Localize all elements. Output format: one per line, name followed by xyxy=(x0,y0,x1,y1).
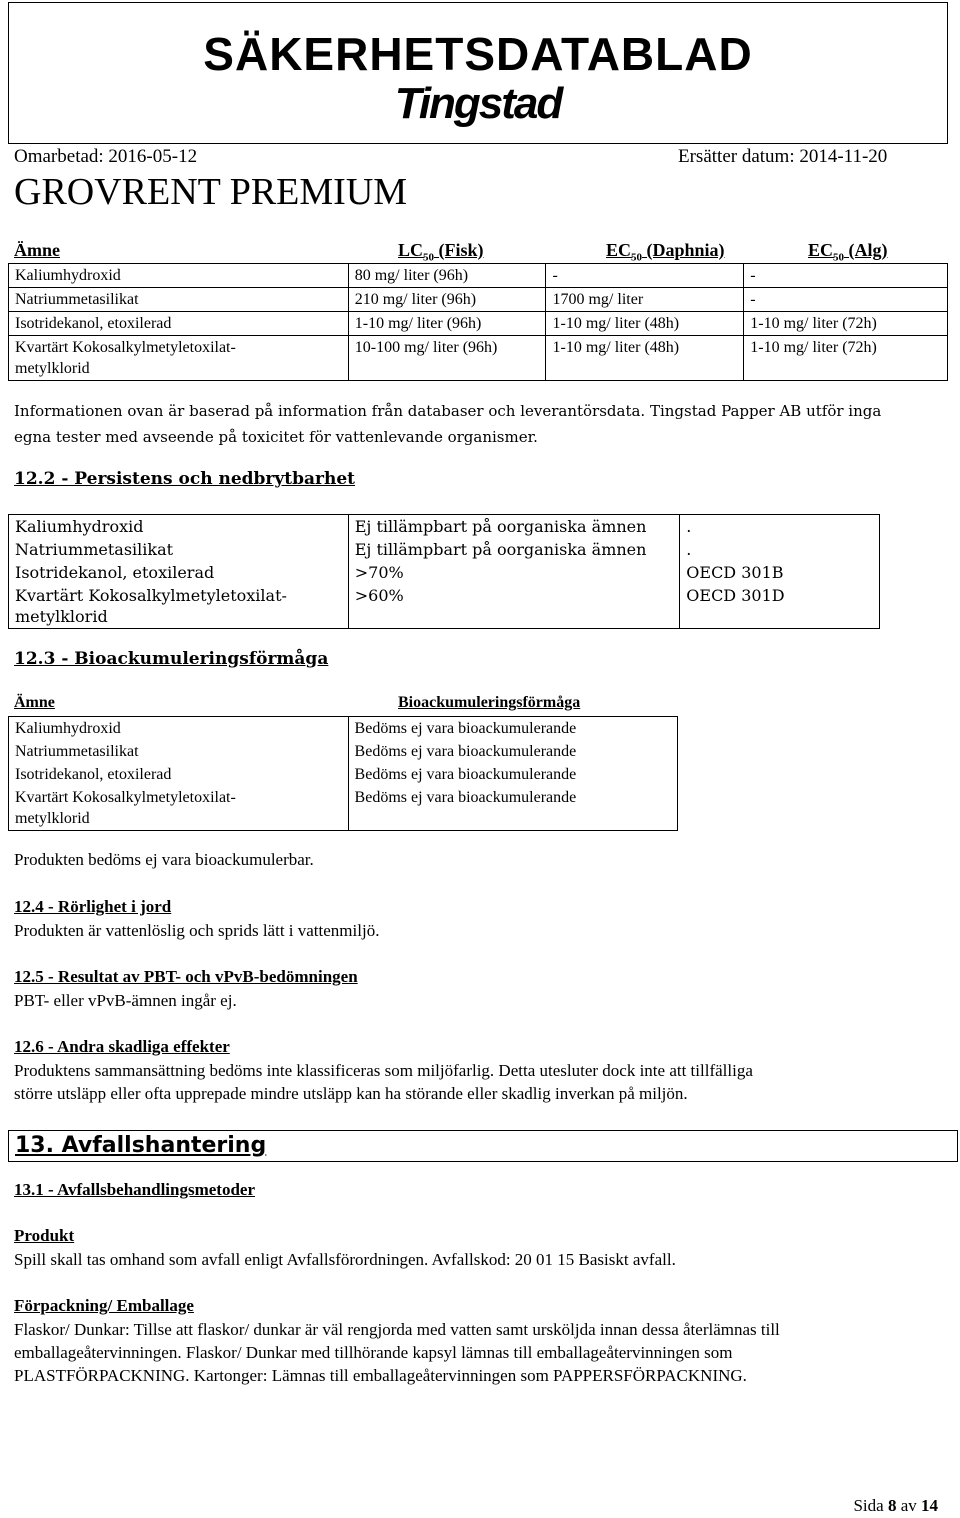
section-12-6-text: Produktens sammansättning bedöms inte klassificeras som miljöfarlig. Detta utesluter dock inte att tillfälliga större utsläpp eller ofta upprepade mindre utsläpp kan ha störande eller skadlig inverkan på miljön. xyxy=(14,1061,753,1103)
substance-name: Isotridekanol, etoxilerad xyxy=(9,561,349,584)
packaging-disposal-text: Flaskor/ Dunkar: Tillse att flaskor/ dunkar är väl rengjorda med vatten samt ursköljda innan dessa återlämnas till emballageåtervinningen. Flaskor/ Dunkar med tillhörande kapsyl lämnas till emballageåtervinningen som PLASTFÖRPACKNING. Kartonger: Lämnas till emballageåtervinningen som PAPPERSFÖRPACKNING. xyxy=(14,1320,780,1385)
info-paragraph: Informationen ovan är baserad på information från databaser och leverantörsdata. Tingstad Papper AB utför inga egna tester med avseende på toxicitet för vattenlevande organismer. xyxy=(14,402,882,446)
table-row xyxy=(9,312,948,336)
table-row xyxy=(9,763,678,786)
page-number: Sida 8 av 14 xyxy=(853,1496,938,1515)
substance-name: Natriummetasilikat xyxy=(9,538,349,561)
revised-date: Omarbetad: 2016-05-12 xyxy=(14,146,198,167)
section-13-title: 13. Avfallshantering xyxy=(15,1133,267,1158)
ec50-daphnia-value: - xyxy=(546,264,744,288)
ec50-daphnia-value: 1700 mg/ liter xyxy=(546,288,744,312)
ec50-alg-value: 1-10 mg/ liter (72h) xyxy=(744,312,948,336)
substance-name: Natriummetasilikat xyxy=(9,740,349,763)
section-12-5-text: PBT- eller vPvB-ämnen ingår ej. xyxy=(14,991,237,1010)
toxicity-table xyxy=(8,263,948,381)
table-row xyxy=(9,584,880,629)
table-row xyxy=(9,336,948,381)
bio-col-bioaccumulation: Bioackumuleringsförmåga xyxy=(398,694,581,711)
lc50-value: 10-100 mg/ liter (96h) xyxy=(348,336,546,381)
ec50-daphnia-value: 1-10 mg/ liter (48h) xyxy=(546,312,744,336)
table-row xyxy=(9,561,880,584)
persistence-method: . xyxy=(680,538,880,561)
substance-name: Isotridekanol, etoxilerad xyxy=(9,763,349,786)
section-12-6-heading: 12.6 - Andra skadliga effekter xyxy=(14,1037,230,1056)
lc50-value: 80 mg/ liter (96h) xyxy=(348,264,546,288)
bioaccumulation-value: Bedöms ej vara bioackumulerande xyxy=(348,786,677,831)
ec50-alg-value: - xyxy=(744,288,948,312)
header-box xyxy=(8,2,948,144)
substance-name: Kvartärt Kokosalkylmetyletoxilat- metylklorid xyxy=(9,336,349,381)
lc50-value: 1-10 mg/ liter (96h) xyxy=(348,312,546,336)
section-12-2-heading: 12.2 - Persistens och nedbrytbarhet xyxy=(14,469,356,489)
lc50-value: 210 mg/ liter (96h) xyxy=(348,288,546,312)
packaging-heading: Förpackning/ Emballage xyxy=(14,1296,194,1315)
persistence-value: Ej tillämpbart på oorganiska ämnen xyxy=(348,515,680,539)
section-13-header xyxy=(8,1130,958,1162)
bioaccumulation-value: Bedöms ej vara bioackumulerande xyxy=(348,740,677,763)
section-12-4-heading: 12.4 - Rörlighet i jord xyxy=(14,897,172,916)
substance-name: Kaliumhydroxid xyxy=(9,264,349,288)
bioaccumulation-value: Bedöms ej vara bioackumulerande xyxy=(348,717,677,741)
section-12-4-text: Produkten är vattenlöslig och sprids lätt i vattenmiljö. xyxy=(14,921,380,940)
ec50-daphnia-value: 1-10 mg/ liter (48h) xyxy=(546,336,744,381)
table-row xyxy=(9,786,678,831)
persistence-table xyxy=(8,514,880,629)
table-row xyxy=(9,740,678,763)
section-12-5-heading: 12.5 - Resultat av PBT- och vPvB-bedömningen xyxy=(14,967,358,986)
tox-col-ec50-daphnia: $EC_{50}$ (Daphnia) xyxy=(606,240,725,264)
ec50-alg-value: - xyxy=(744,264,948,288)
bioaccumulation-value: Bedöms ej vara bioackumulerande xyxy=(348,763,677,786)
persistence-value: Ej tillämpbart på oorganiska ämnen xyxy=(348,538,680,561)
product-heading: Produkt xyxy=(14,1226,75,1245)
substance-name: Natriummetasilikat xyxy=(9,288,349,312)
replaces-date: Ersätter datum: 2014-11-20 xyxy=(678,146,888,167)
table-row xyxy=(9,288,948,312)
persistence-method: OECD 301D xyxy=(680,584,880,629)
table-row xyxy=(9,538,880,561)
product-name: GROVRENT PREMIUM xyxy=(14,171,408,213)
bioaccumulation-conclusion: Produkten bedöms ej vara bioackumulerbar. xyxy=(14,850,314,869)
document-title: SÄKERHETSDATABLAD xyxy=(203,28,753,80)
substance-name: Kaliumhydroxid xyxy=(9,717,349,741)
substance-name: Kvartärt Kokosalkylmetyletoxilat- metylklorid xyxy=(9,786,349,831)
substance-name: Isotridekanol, etoxilerad xyxy=(9,312,349,336)
section-12-3-heading: 12.3 - Bioackumuleringsförmåga xyxy=(14,649,329,669)
bio-col-substance: Ämne xyxy=(14,694,55,711)
substance-name: Kaliumhydroxid xyxy=(9,515,349,539)
section-13-1-heading: 13.1 - Avfallsbehandlingsmetoder xyxy=(14,1180,256,1199)
tox-col-lc50: $LC_{50}$ (Fisk) xyxy=(398,240,484,264)
persistence-method: . xyxy=(680,515,880,539)
product-disposal-text: Spill skall tas omhand som avfall enligt Avfallsförordningen. Avfallskod: 20 01 15 Basiskt avfall. xyxy=(14,1250,676,1269)
ec50-alg-value: 1-10 mg/ liter (72h) xyxy=(744,336,948,381)
persistence-value: >70% xyxy=(348,561,680,584)
tox-col-ec50-alg: $EC_{50}$ (Alg) xyxy=(808,240,888,264)
substance-name: Kvartärt Kokosalkylmetyletoxilat- metylklorid xyxy=(9,584,349,629)
persistence-value: >60% xyxy=(348,584,680,629)
tox-col-substance: Ämne xyxy=(14,240,60,260)
persistence-method: OECD 301B xyxy=(680,561,880,584)
table-row xyxy=(9,264,948,288)
bioaccumulation-table xyxy=(8,716,678,831)
table-row xyxy=(9,515,880,539)
company-logo: Tingstad xyxy=(394,79,562,128)
table-row xyxy=(9,717,678,741)
